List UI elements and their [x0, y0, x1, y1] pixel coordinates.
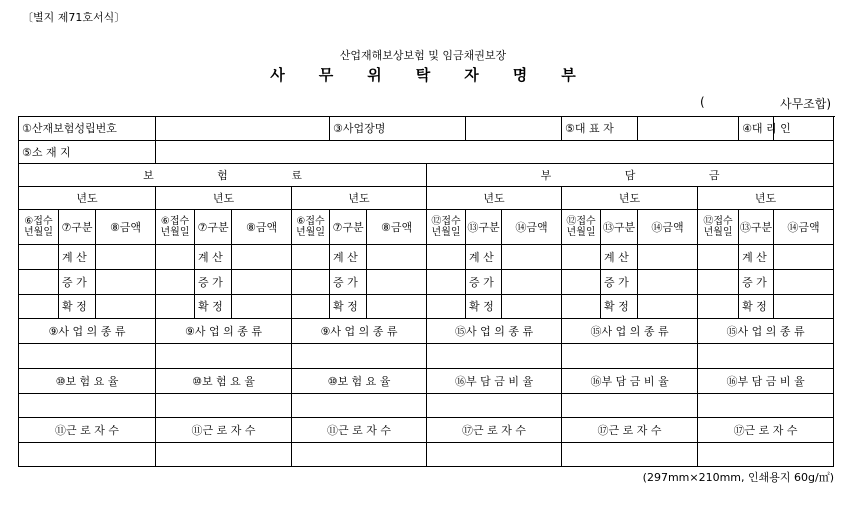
amount-cell[interactable] — [232, 294, 292, 319]
business-type-label: ⑨사 업 의 종 류 — [156, 319, 292, 344]
amount-cell[interactable] — [96, 244, 156, 269]
insurance-no-label: ①산재보험성립번호 — [19, 117, 156, 141]
type-header: ⑦구분 — [195, 209, 232, 244]
rate-field[interactable] — [292, 393, 427, 418]
kind-label: 확 정 — [466, 294, 502, 319]
amount-cell[interactable] — [96, 269, 156, 294]
rate-field[interactable] — [19, 393, 156, 418]
amount-cell[interactable] — [774, 269, 834, 294]
year-field[interactable]: 년도 — [562, 187, 698, 210]
date-cell[interactable] — [562, 294, 601, 319]
year-field[interactable]: 년도 — [156, 187, 292, 210]
kind-label: 증 가 — [59, 269, 96, 294]
date-cell[interactable] — [19, 244, 59, 269]
title-char: 위 — [367, 66, 382, 84]
amount-cell[interactable] — [502, 269, 562, 294]
rate-label: ⑯부 담 금 비 율 — [427, 368, 562, 393]
title-char: 사 — [270, 66, 285, 84]
kind-label: 증 가 — [195, 269, 232, 294]
kind-label: 확 정 — [59, 294, 96, 319]
business-type-label: ⑨사 업 의 종 류 — [19, 319, 156, 344]
workers-label: ⑪근 로 자 수 — [292, 418, 427, 443]
business-type-label: ⑨사 업 의 종 류 — [292, 319, 427, 344]
rate-label: ⑯부 담 금 비 율 — [562, 368, 698, 393]
business-type-field[interactable] — [292, 344, 427, 369]
date-cell[interactable] — [19, 294, 59, 319]
date-cell[interactable] — [292, 294, 330, 319]
business-name-label: ③사업장명 — [330, 117, 466, 141]
amount-cell[interactable] — [367, 294, 427, 319]
workers-label: ⑪근 로 자 수 — [156, 418, 292, 443]
rate-label: ⑩보 험 요 율 — [19, 368, 156, 393]
location-field[interactable] — [156, 140, 834, 164]
business-name-field[interactable] — [466, 117, 562, 141]
workers-label: ⑰근 로 자 수 — [698, 418, 834, 443]
workers-label: ⑪근 로 자 수 — [19, 418, 156, 443]
workers-label: ⑰근 로 자 수 — [427, 418, 562, 443]
receipt-date-header: ⑫접수 년월일 — [562, 209, 601, 244]
kind-label: 증 가 — [601, 269, 638, 294]
date-cell[interactable] — [698, 269, 739, 294]
form-subtitle: 산업재해보상보험 및 임금채권보장 — [339, 49, 507, 62]
form-number-label: 〔별지 제71호서식〕 — [22, 11, 126, 24]
type-header: ⑬구분 — [466, 209, 502, 244]
business-type-label: ⑮사 업 의 종 류 — [562, 319, 698, 344]
rate-field[interactable] — [427, 393, 562, 418]
kind-label: 확 정 — [601, 294, 638, 319]
workers-field[interactable] — [19, 443, 156, 467]
date-cell[interactable] — [292, 244, 330, 269]
rate-field[interactable] — [698, 393, 834, 418]
workers-label: ⑰근 로 자 수 — [562, 418, 698, 443]
business-type-field[interactable] — [19, 344, 156, 369]
representative-field[interactable] — [638, 117, 739, 141]
rate-label: ⑩보 험 요 율 — [292, 368, 427, 393]
amount-cell[interactable] — [367, 244, 427, 269]
kind-label: 증 가 — [330, 269, 367, 294]
date-cell[interactable] — [156, 244, 195, 269]
date-cell[interactable] — [562, 269, 601, 294]
kind-label: 증 가 — [739, 269, 774, 294]
premium-section-header: 보 험 료 — [19, 164, 427, 187]
date-cell[interactable] — [427, 269, 466, 294]
date-cell[interactable] — [427, 294, 466, 319]
date-cell[interactable] — [698, 294, 739, 319]
receipt-date-header: ⑥접수 년월일 — [156, 209, 195, 244]
amount-cell[interactable] — [96, 294, 156, 319]
date-cell[interactable] — [292, 269, 330, 294]
kind-label: 증 가 — [466, 269, 502, 294]
workers-field[interactable] — [562, 443, 698, 467]
workers-field[interactable] — [292, 443, 427, 467]
type-header: ⑬구분 — [601, 209, 638, 244]
type-header: ⑬구분 — [739, 209, 774, 244]
year-field[interactable]: 년도 — [427, 187, 562, 210]
rate-label: ⑯부 담 금 비 율 — [698, 368, 834, 393]
rate-label: ⑩보 험 요 율 — [156, 368, 292, 393]
date-cell[interactable] — [19, 269, 59, 294]
title-char: 무 — [318, 66, 334, 84]
workers-field[interactable] — [427, 443, 562, 467]
business-type-label: ⑮사 업 의 종 류 — [698, 319, 834, 344]
amount-header: ⑧금액 — [96, 209, 156, 244]
date-cell[interactable] — [427, 244, 466, 269]
rate-field[interactable] — [156, 393, 292, 418]
business-type-field[interactable] — [156, 344, 292, 369]
title-char: 자 — [464, 66, 479, 84]
date-cell[interactable] — [562, 244, 601, 269]
amount-cell[interactable] — [502, 294, 562, 319]
agent-label: ④대 리 인 — [739, 117, 774, 141]
amount-cell[interactable] — [502, 244, 562, 269]
rate-field[interactable] — [562, 393, 698, 418]
kind-label: 확 정 — [739, 294, 774, 319]
association-open: ( — [700, 95, 705, 109]
year-field[interactable]: 년도 — [19, 187, 156, 210]
kind-label: 계 산 — [59, 244, 96, 269]
location-label: ⑤소 재 지 — [19, 140, 156, 164]
kind-label: 확 정 — [330, 294, 367, 319]
receipt-date-header: ⑥접수 년월일 — [292, 209, 330, 244]
kind-label: 계 산 — [466, 244, 502, 269]
date-cell[interactable] — [156, 294, 195, 319]
business-type-field[interactable] — [427, 344, 562, 369]
workers-field[interactable] — [698, 443, 834, 467]
amount-header: ⑭금액 — [502, 209, 562, 244]
kind-label: 확 정 — [195, 294, 232, 319]
kind-label: 계 산 — [601, 244, 638, 269]
receipt-date-header: ⑫접수 년월일 — [698, 209, 739, 244]
amount-cell[interactable] — [638, 269, 698, 294]
kind-label: 계 산 — [330, 244, 367, 269]
workers-field[interactable] — [156, 443, 292, 467]
amount-cell[interactable] — [232, 244, 292, 269]
receipt-date-header: ⑥접수 년월일 — [19, 209, 59, 244]
title-char: 탁 — [415, 66, 431, 84]
representative-label: ⑤대 표 자 — [562, 117, 638, 141]
date-cell[interactable] — [156, 269, 195, 294]
amount-header: ⑭금액 — [638, 209, 698, 244]
amount-cell[interactable] — [638, 244, 698, 269]
association-label — [700, 95, 832, 111]
business-type-label: ⑮사 업 의 종 류 — [427, 319, 562, 344]
amount-cell[interactable] — [232, 269, 292, 294]
registry-table — [18, 116, 834, 467]
paper-spec-footnote: (297mm×210mm, 인쇄용지 60g/㎡) — [642, 471, 834, 484]
type-header: ⑦구분 — [59, 209, 96, 244]
amount-cell[interactable] — [638, 294, 698, 319]
amount-header: ⑧금액 — [232, 209, 292, 244]
date-cell[interactable] — [698, 244, 739, 269]
amount-cell[interactable] — [774, 294, 834, 319]
year-field[interactable]: 년도 — [292, 187, 427, 210]
business-type-field[interactable] — [698, 344, 834, 369]
kind-label: 계 산 — [195, 244, 232, 269]
business-type-field[interactable] — [562, 344, 698, 369]
amount-header: ⑭금액 — [774, 209, 834, 244]
kind-label: 계 산 — [739, 244, 774, 269]
insurance-no-field[interactable] — [156, 117, 330, 141]
amount-cell[interactable] — [774, 244, 834, 269]
form-title — [0, 64, 846, 85]
year-field[interactable]: 년도 — [698, 187, 834, 210]
burden-section-header: 부 담 금 — [427, 164, 834, 187]
title-char: 부 — [561, 66, 576, 84]
association-text: 사무조합) — [780, 97, 832, 111]
receipt-date-header: ⑫접수 년월일 — [427, 209, 466, 244]
amount-cell[interactable] — [367, 269, 427, 294]
amount-header: ⑧금액 — [367, 209, 427, 244]
type-header: ⑦구분 — [330, 209, 367, 244]
title-char: 명 — [512, 66, 528, 84]
